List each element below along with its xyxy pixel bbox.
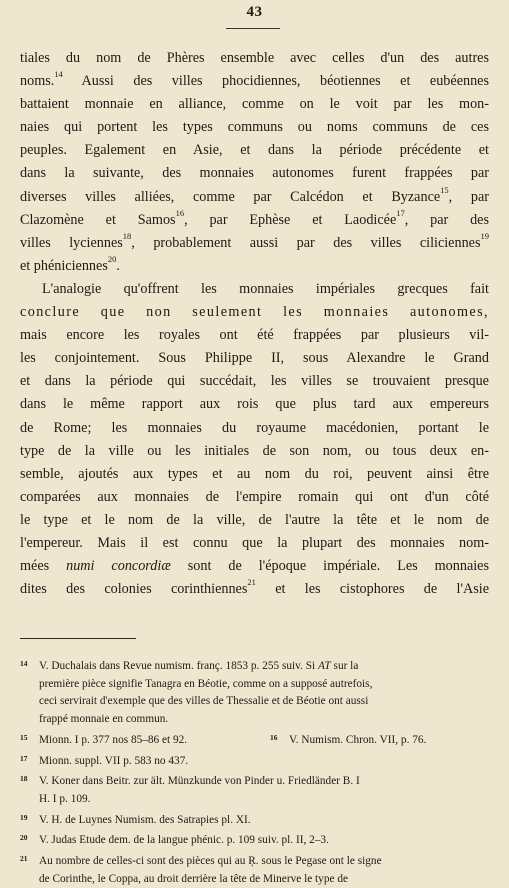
- body-line: et phéniciennes$^{20}$.: [20, 254, 120, 274]
- footnote-14: 14 V. Duchalais dans Revue numism. franç. 1853 p. 255 suiv. Si AT sur la: [20, 659, 359, 672]
- body-line: villes lyciennes$^{18}$, probablement aussi par des villes ciliciennes$^{19}$: [20, 231, 489, 251]
- body-line: comparées aux monnaies de l'empire romain qui ont d'un côté: [20, 488, 489, 505]
- body-text: [20, 47, 489, 601]
- footnote-21: 21 Au nombre de celles-ci sont des pièces qui au Ŗ. sous le Pegase ont le signe: [20, 854, 382, 868]
- footnote-20: 20 V. Judas Etude dem. de la langue phénic. p. 109 suiv. pl. II, 2–3.: [20, 833, 329, 847]
- body-line: dans la suivante, des monnaies autonomes furent frappées par: [20, 165, 489, 182]
- footnote-14-line-2: première pièce signifie Tanagra en Béotie, comme on a supposé autrefois,: [39, 677, 373, 690]
- body-line: semble, ajoutés aux types et au nom du roi, peuvent ainsi être: [20, 465, 489, 482]
- body-line: tiales du nom de Phères ensemble avec celles d'un des autres: [20, 50, 489, 66]
- footnote-21-line-2: de Corinthe, le Coppa, au droit derrière la tête de Minerve le type de: [39, 872, 348, 885]
- body-line: et dans la période qui succédait, les villes se trouvaient presque: [20, 373, 489, 390]
- footnotes-15-16: [20, 729, 491, 750]
- body-line: les conjointement. Sous Philippe II, sous Alexandre le Grand: [20, 350, 489, 367]
- body-line: battaient monnaie en alliance, comme on le voit par les mon-: [20, 96, 489, 113]
- page-number-rule: [226, 28, 280, 29]
- body-line: L'analogie qu'offrent les monnaies impériales grecques fait: [42, 280, 489, 297]
- body-line: type de la ville ou les initiales de son nom, ou tous deux en-: [20, 442, 489, 459]
- body-line: naies qui portent les types communs ou noms communs de ces: [20, 119, 489, 136]
- body-line: mais encore les royales ont été frappées par plusieurs vil-: [20, 327, 489, 344]
- body-line: noms.$^{14}$ Aussi des villes phocidiennes, béotiennes et eubéennes: [20, 69, 489, 90]
- footnote-18-line-2: H. I p. 109.: [39, 792, 91, 805]
- footnote-17: 17 Mionn. suppl. VII p. 583 no 437.: [20, 753, 189, 767]
- footnote-14-line-3: ceci servirait d'exemple que des villes de Thessalie et de Béotie ont aussi: [39, 695, 369, 708]
- footnote-16: 16 V. Numism. Chron. VII, p. 76.: [270, 732, 427, 746]
- footnote-18: 18 V. Koner dans Beitr. zur ält. Münzkunde von Pinder u. Friedländer B. I: [20, 774, 360, 788]
- footnotes: [20, 655, 491, 888]
- body-line: Clazomène et Samos$^{16}$, par Ephèse et Laodicée$^{17}$, par des: [20, 207, 489, 228]
- page-number: 43: [246, 4, 263, 20]
- body-line: mées numi concordiæ sont de l'époque impériale. Les monnaies: [20, 558, 490, 575]
- body-line: dites des colonies corinthiennes$^{21}$ et les cistophores de l'Asie: [20, 577, 490, 598]
- body-line: conclure que non seulement les monnaies autonomes,: [20, 304, 489, 321]
- footnote-separator: [20, 638, 136, 639]
- body-line: le type et le nom de la ville, de l'autre la tête et le nom de: [20, 511, 489, 528]
- body-line: de Rome; les monnaies du royaume macédonien, portant le: [20, 419, 489, 436]
- body-line: l'empereur. Mais il est connu que la plupart des monnaies nom-: [20, 534, 489, 551]
- footnote-14-line-4: frappé monnaie en commun.: [39, 713, 169, 726]
- footnote-15: 15 Mionn. I p. 377 nos 85–86 et 92.: [20, 732, 188, 746]
- body-line: dans le même rapport aux rois que plus tard aux empereurs: [20, 396, 489, 413]
- body-line: peuples. Egalement en Asie, et dans la période précédente et: [20, 142, 489, 159]
- footnote-19: 19 V. H. de Luynes Numism. des Satrapies pl. XI.: [20, 812, 251, 826]
- body-line: diverses villes alliées, comme par Calcédon et Byzance$^{15}$, par: [20, 184, 489, 205]
